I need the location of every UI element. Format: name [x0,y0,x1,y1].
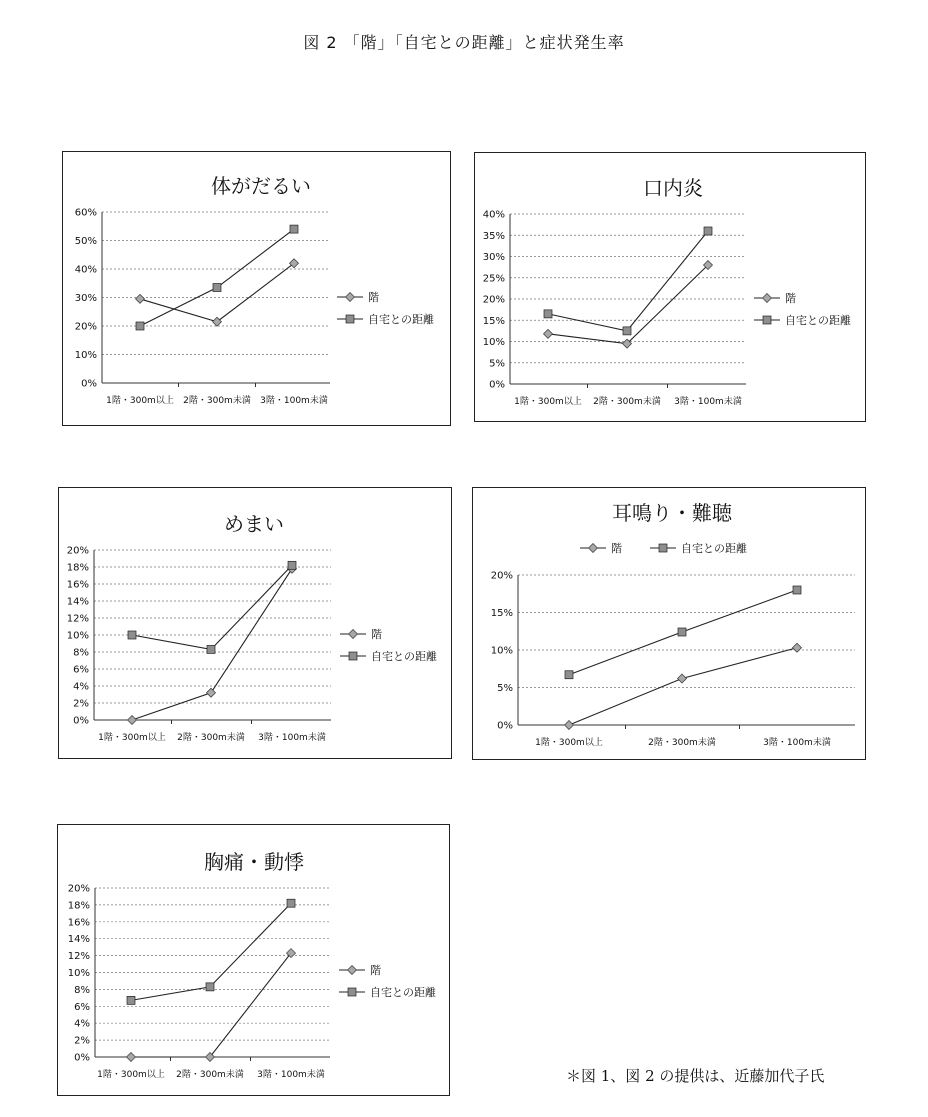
x-tick-label: 2階・300m未満 [593,397,661,407]
legend-marker [659,544,667,552]
chart-dizziness [58,487,452,759]
y-tick-label: 14% [67,934,90,946]
data-point-distance [136,322,144,330]
x-tick-label: 2階・300m未満 [177,733,245,743]
page-title: 図 2 「階」「自宅との距離」と症状発生率 [303,33,625,52]
y-tick-label: 0% [489,379,505,391]
data-point-distance [127,996,135,1004]
y-tick-label: 5% [489,358,505,370]
x-tick-label: 3階・100m未満 [260,396,328,406]
data-point-distance [288,561,296,569]
y-tick-label: 6% [73,664,89,676]
y-tick-label: 4% [74,1018,90,1030]
y-tick-label: 0% [81,378,97,390]
x-tick-label: 1階・300m以上 [98,733,166,743]
y-tick-label: 20% [482,294,505,306]
chart-chest-pain [57,824,450,1096]
y-tick-label: 10% [66,630,89,642]
y-tick-label: 25% [482,273,505,285]
chart-title: 胸痛・動悸 [204,850,304,874]
y-tick-label: 12% [66,613,89,625]
legend-label: 階 [785,292,796,305]
y-tick-label: 20% [490,570,513,582]
y-tick-label: 14% [66,596,89,608]
legend-label: 階 [611,542,622,555]
y-tick-label: 4% [73,681,89,693]
y-tick-label: 20% [67,883,90,895]
chart-title: 口内炎 [643,176,703,200]
x-tick-label: 3階・100m未満 [258,733,326,743]
x-tick-label: 3階・100m未満 [257,1070,325,1080]
chart-fatigue [62,151,451,426]
y-tick-label: 30% [74,293,97,304]
y-tick-label: 8% [74,984,90,996]
y-tick-label: 5% [497,683,513,694]
legend-marker [348,988,356,996]
legend-label: 階 [370,964,381,977]
y-tick-label: 10% [482,337,505,348]
data-point-distance [213,284,221,292]
x-tick-label: 1階・300m以上 [535,738,603,748]
y-tick-label: 18% [67,900,90,912]
chart-frame [473,488,866,760]
data-point-distance [290,225,298,233]
legend-label: 自宅との距離 [368,313,434,326]
x-tick-label: 3階・100m未満 [674,397,742,407]
data-point-distance [206,983,214,991]
legend-marker [763,316,771,324]
y-tick-label: 40% [74,264,97,276]
y-tick-label: 20% [66,545,89,557]
data-point-distance [793,586,801,594]
data-point-distance [565,671,573,679]
y-tick-label: 20% [74,321,97,333]
legend-label: 階 [371,628,382,641]
data-point-distance [544,310,552,318]
legend-label: 自宅との距離 [371,650,437,663]
x-tick-label: 1階・300m以上 [106,396,174,406]
legend-label: 自宅との距離 [370,986,436,999]
data-point-distance [287,899,295,907]
y-tick-label: 2% [73,698,89,710]
y-tick-label: 12% [67,951,90,963]
y-tick-label: 0% [74,1052,90,1064]
y-tick-label: 40% [482,209,505,221]
y-tick-label: 6% [74,1001,90,1013]
y-tick-label: 30% [482,252,505,263]
y-tick-label: 16% [67,917,90,929]
y-tick-label: 15% [482,315,505,327]
x-tick-label: 2階・300m未満 [176,1070,244,1080]
data-point-distance [623,327,631,335]
chart-title: めまい [224,512,284,536]
y-tick-label: 2% [74,1035,90,1047]
x-tick-label: 2階・300m未満 [183,396,251,406]
data-point-distance [128,631,136,639]
x-tick-label: 1階・300m以上 [514,397,582,407]
legend-marker [349,652,357,660]
chart-title: 耳鳴り・難聴 [612,501,732,525]
chart-tinnitus [472,487,866,760]
y-tick-label: 18% [66,562,89,574]
x-tick-label: 3階・100m未満 [763,738,831,748]
y-tick-label: 0% [497,720,513,732]
y-tick-label: 8% [73,647,89,659]
legend-marker [346,315,354,323]
y-tick-label: 60% [74,207,97,219]
y-tick-label: 10% [67,968,90,979]
footnote: ＊図 1、図 2 の提供は、近藤加代子氏 [566,1067,825,1085]
y-tick-label: 10% [490,645,513,657]
data-point-distance [207,645,215,653]
y-tick-label: 50% [74,236,97,247]
y-tick-label: 10% [74,350,97,361]
y-tick-label: 15% [490,608,513,619]
y-tick-label: 35% [482,230,505,242]
x-tick-label: 2階・300m未満 [648,738,716,748]
x-tick-label: 1階・300m以上 [97,1070,165,1080]
chart-mouth-ulcer [474,152,866,422]
legend-label: 自宅との距離 [681,542,747,555]
chart-title: 体がだるい [211,174,311,198]
y-tick-label: 16% [66,579,89,591]
legend-label: 自宅との距離 [785,314,851,327]
data-point-distance [678,628,686,636]
data-point-distance [704,227,712,235]
legend-label: 階 [368,291,379,304]
y-tick-label: 0% [73,715,89,727]
